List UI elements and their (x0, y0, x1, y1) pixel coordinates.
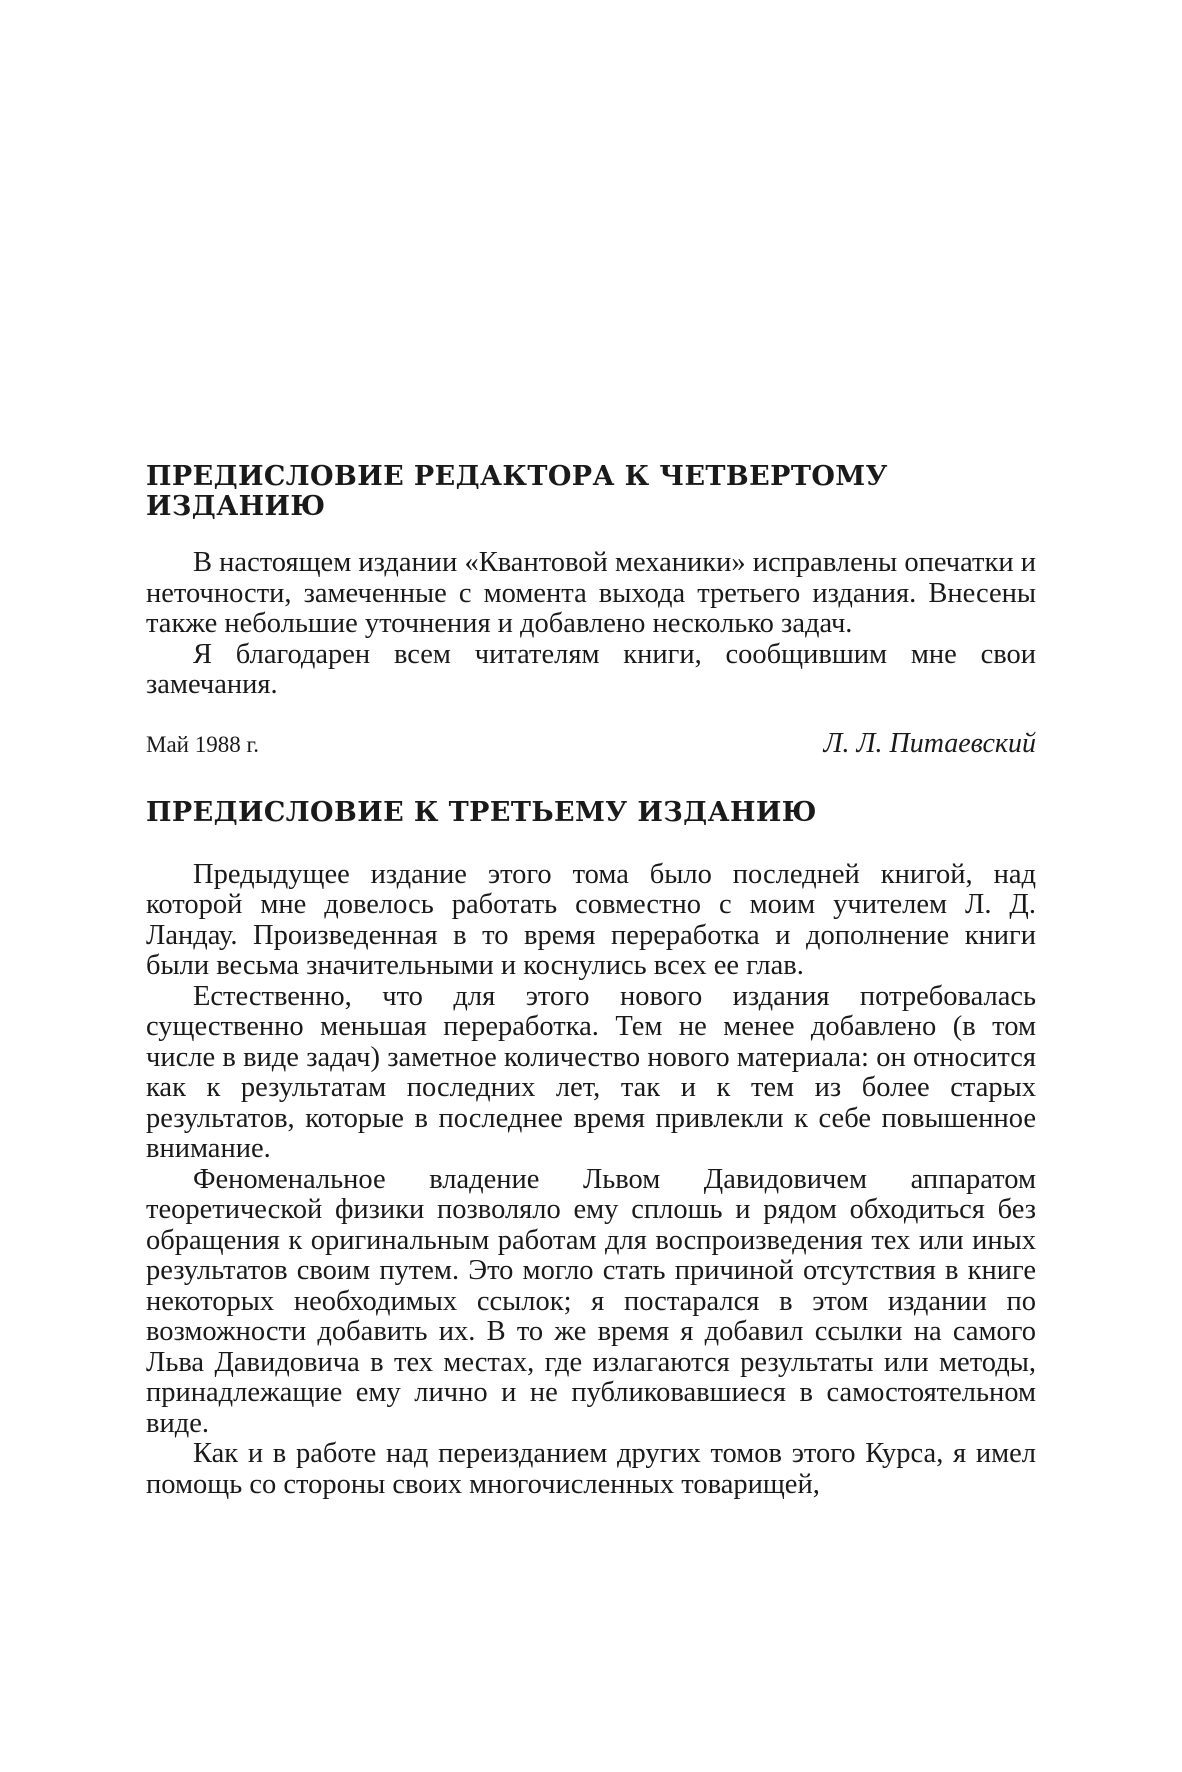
heading-line: ПРЕДИСЛОВИЕ РЕДАКТОРА К ЧЕТВЕРТОМУ (146, 461, 888, 492)
paragraph: Естественно, что для этого нового издания потребовалась существенно меньшая переработка. Тем не менее добавлено (в том числе в виде задач) заметное количество нового материала: он относится как к результатам последних лет, так и к тем из более старых результатов, которые в последнее время привлекли к себе повышенное внимание. (146, 980, 1036, 1164)
preface-third-heading: ПРЕДИСЛОВИЕ К ТРЕТЬЕМУ ИЗДАНИЮ (146, 796, 817, 828)
preface-third-edition (146, 798, 1036, 1501)
paragraph: Предыдущее издание этого тома было последней книгой, над которой мне довелось работать совместно с моим учителем Л. Д. Ландау. Произведенная в то время переработка и дополнение книги были весьма значительными и коснулись всех ее глав. (146, 858, 1036, 981)
paragraph: Я благодарен всем читателям книги, сообщившим мне свои замечания. (146, 638, 1036, 700)
preface-fourth-edition (146, 462, 1036, 760)
signature-line (146, 728, 1036, 760)
date: Май 1988 г. (146, 731, 260, 757)
page-body (146, 462, 1036, 1500)
paragraph: Как и в работе над переизданием других томов этого Курса, я имел помощь со стороны своих многочисленных товарищей, (146, 1438, 1036, 1500)
author-signature: Л. Л. Питаевский (823, 727, 1036, 759)
preface-fourth-heading (146, 462, 1036, 522)
paragraph: В настоящем издании «Квантовой механики» исправлены опечатки и неточности, замеченные с момента выхода третьего издания. Внесены также небольшие уточнения и добавлено несколько задач. (146, 547, 1036, 639)
heading-line: ИЗДАНИЮ (146, 491, 326, 522)
paragraph: Феноменальное владение Львом Давидовичем аппаратом теоретической физики позволяло ему сплошь и рядом обходиться без обращения к оригинальным работам для воспроизведения тех или иных результатов своим путем. Это могло стать причиной отсутствия в книге некоторых необходимых ссылок; я постарался в этом издании по возможности добавить их. В то же время я добавил ссылки на самого Льва Давидовича в тех местах, где излагаются результаты или методы, принадлежащие ему лично и не публиковавшиеся в самостоятельном виде. (146, 1163, 1036, 1439)
